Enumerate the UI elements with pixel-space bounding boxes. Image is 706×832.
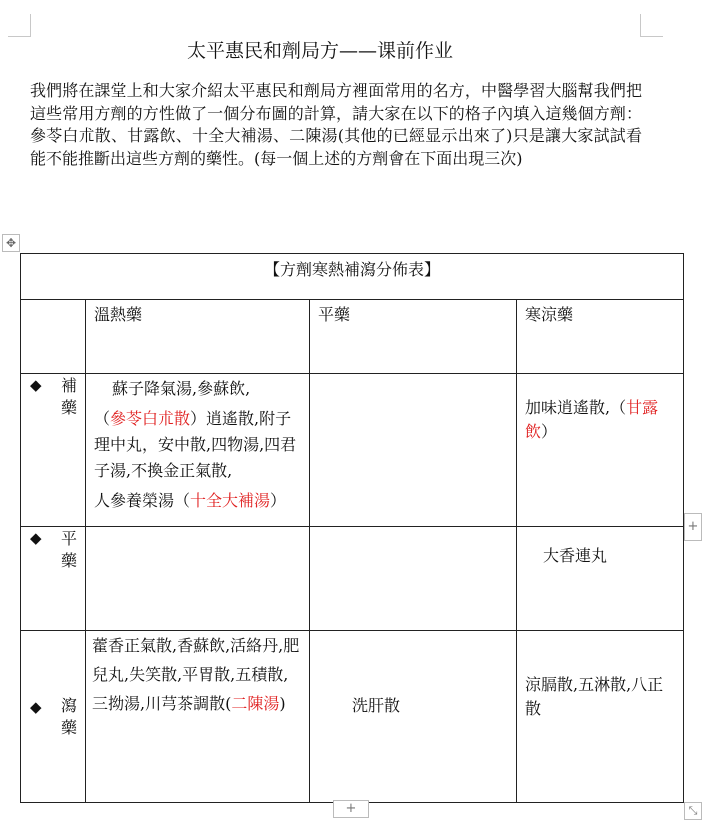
header-cold-cell[interactable]: [517, 300, 684, 374]
page-corner-mark-top-left: [8, 14, 31, 37]
bullet-diamond-icon: ◆: [30, 376, 42, 394]
renshen-yangrong-tang: 人參養榮湯（: [94, 491, 191, 510]
paren-close: ): [279, 694, 286, 713]
cell-tonify-cold[interactable]: [517, 374, 684, 527]
table-move-handle-icon[interactable]: ✥: [2, 234, 20, 252]
cell-neutral-cold[interactable]: 大香連丸: [517, 527, 684, 631]
cell-neutral-warm[interactable]: [86, 527, 310, 631]
table-resize-handle-icon[interactable]: ⤡: [684, 802, 702, 820]
tonify-warm-line-1: 蘇子降氣湯,參蘇飲,: [112, 379, 251, 398]
header-neutral: 平藥: [318, 305, 351, 324]
header-corner-cell[interactable]: [21, 300, 86, 374]
cell-neutral-neutral[interactable]: [310, 527, 517, 631]
formula-distribution-table: [20, 253, 684, 803]
row-label-neutral: [21, 527, 86, 631]
jiawei-xiaoyao-san: 加味逍遙散,（: [525, 398, 627, 417]
tonify-warm-line-3: [94, 488, 301, 514]
add-column-button[interactable]: +: [684, 513, 702, 541]
header-warm: 溫熱藥: [94, 305, 143, 324]
bullet-diamond-icon: ◆: [30, 698, 42, 716]
paren-open: （: [94, 409, 111, 428]
intro-paragraph: 我們將在課堂上和大家介紹太平惠民和劑局方裡面常用的名方，中醫學習大腦幫我們把這些常用方劑的方性做了一個分布圖的計算，請大家在以下的格子內填入這幾個方劑：參苓白朮散、甘露飲、十全大補湯、二陳湯(其他的已經显示出來了)只是讓大家試試看能不能推斷出這些方劑的藥性。(每一個上述的方劑會在下面出現三次): [30, 81, 642, 168]
row-label-purge-text: 瀉藥: [61, 696, 78, 737]
header-warm-cell[interactable]: [86, 300, 310, 374]
table-row-purge: [21, 631, 684, 803]
row-label-purge: [21, 631, 86, 803]
cell-purge-neutral[interactable]: 洗肝散: [310, 631, 517, 803]
row-label-neutral-text: 平藥: [61, 529, 78, 570]
cell-tonify-warm[interactable]: [86, 374, 310, 527]
page-corner-mark-top-right: [640, 14, 663, 37]
paren-close: ）: [270, 491, 287, 510]
row-label-tonify: [21, 374, 86, 527]
row-label-tonify-text: 補藥: [61, 376, 78, 417]
cell-purge-cold[interactable]: 涼膈散,五淋散,八正散: [517, 631, 684, 803]
tonify-warm-list: ）逍遙散,附子理中丸，安中散,四物湯,四君子湯,不換金正氣散,: [94, 409, 297, 480]
paren-close: ）: [541, 422, 558, 441]
table-caption: 【方劑寒熱補瀉分佈表】: [21, 254, 684, 300]
purge-warm-list: 藿香正氣散,香蘇飲,活絡丹,肥兒丸,失笑散,平胃散,五積散,三拗湯,川芎茶調散(: [92, 636, 300, 713]
table-row-tonify: [21, 374, 684, 527]
document-title: 太平惠民和劑局方——课前作业: [186, 40, 453, 62]
cell-tonify-neutral[interactable]: [310, 374, 517, 527]
bullet-diamond-icon: ◆: [30, 529, 42, 547]
table-row-neutral: [21, 527, 684, 631]
answer-shenling-baizhu-san: 參苓白朮散: [110, 409, 191, 428]
answer-ganlu-yin: 甘露飲: [525, 398, 659, 441]
answer-shiquan-dabu-tang: 十全大補湯: [190, 491, 271, 510]
tonify-warm-line-2: [94, 406, 301, 484]
answer-erchen-tang: 二陳湯: [231, 694, 280, 713]
cell-purge-warm[interactable]: [86, 631, 310, 803]
add-row-button[interactable]: +: [333, 800, 369, 818]
header-cold: 寒涼藥: [525, 305, 574, 324]
header-neutral-cell[interactable]: [310, 300, 517, 374]
